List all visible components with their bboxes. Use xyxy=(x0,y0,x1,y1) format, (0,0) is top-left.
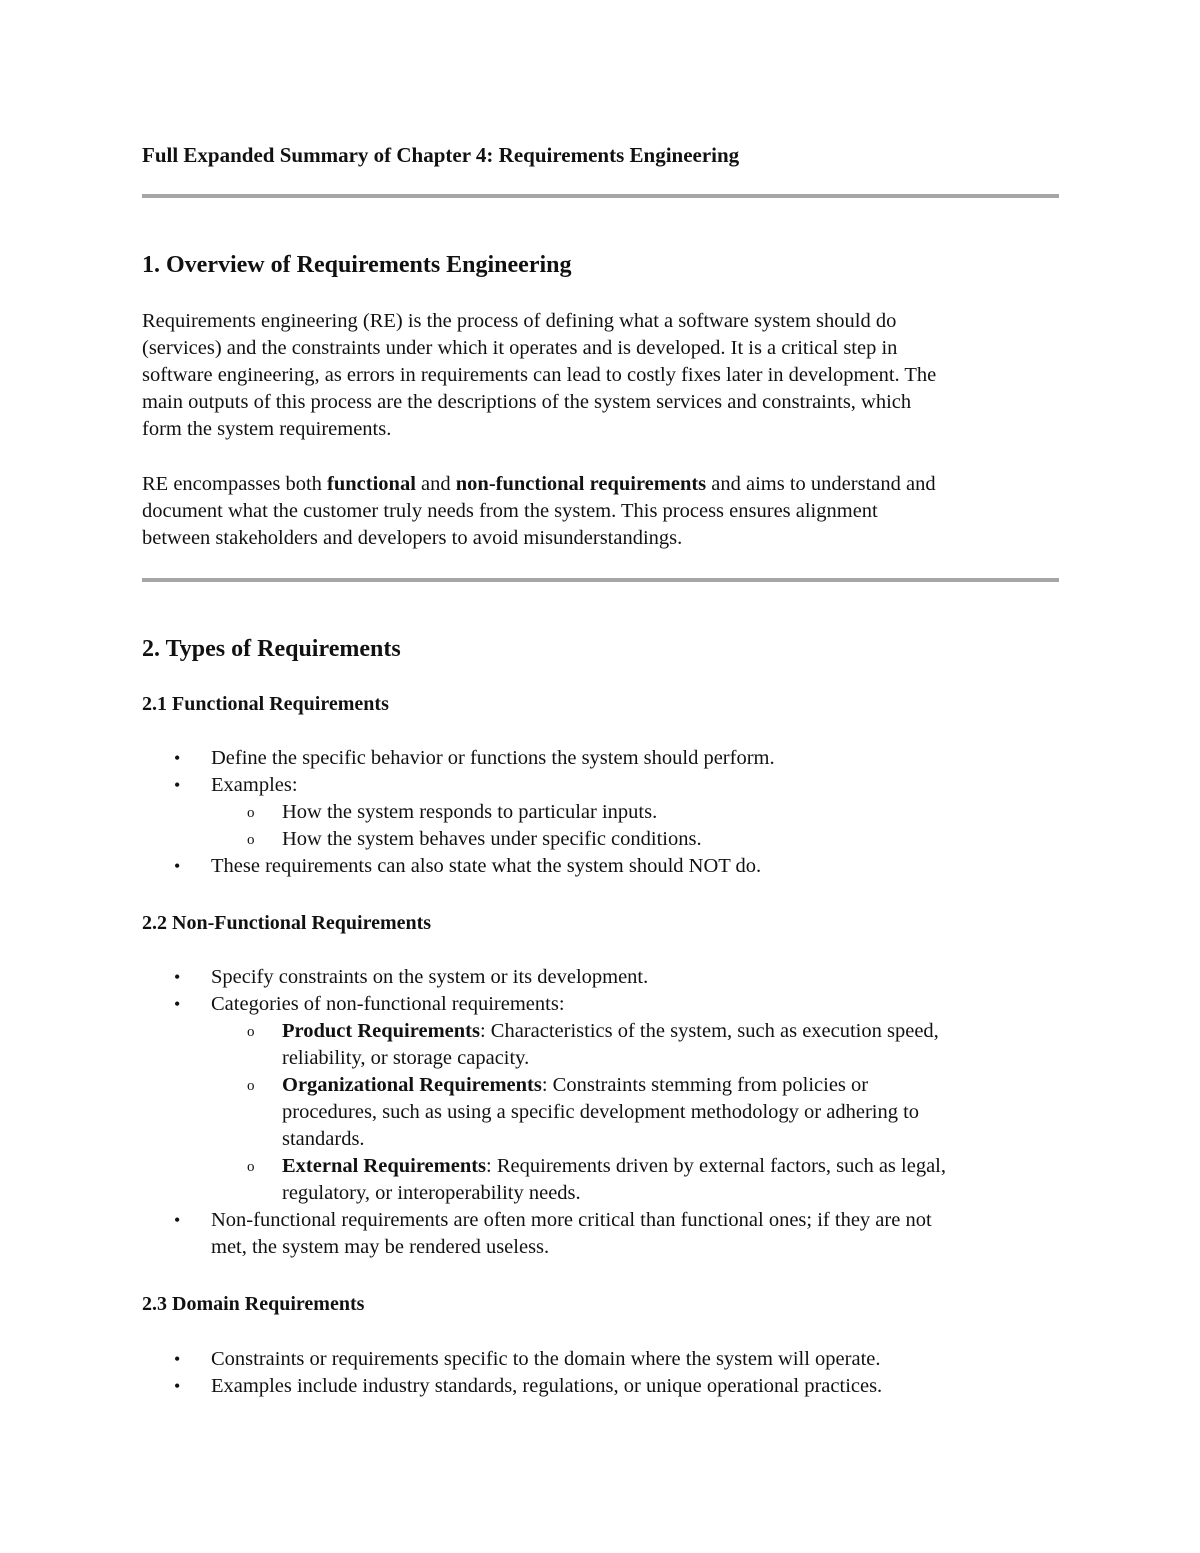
circle-bullet-icon: o xyxy=(247,1078,255,1094)
text-line: Requirements engineering (RE) is the process of defining what a software system should do xyxy=(142,310,897,332)
bold-term: External Requirements xyxy=(282,1155,487,1177)
sub-list-item xyxy=(142,1153,1060,1207)
text-run: : Constraints stemming from policies or xyxy=(541,1074,869,1096)
text-run: and xyxy=(415,473,456,495)
text-line: met, the system may be rendered useless. xyxy=(211,1236,550,1258)
section-heading-overview: 1. Overview of Requirements Engineering xyxy=(142,252,572,278)
text-line: main outputs of this process are the descriptions of the system services and constraints, which xyxy=(142,391,912,413)
list-item xyxy=(142,1346,1060,1373)
list-item xyxy=(142,853,1060,880)
list-item-text: Examples include industry standards, regulations, or unique operational practices. xyxy=(211,1375,883,1397)
text-line xyxy=(282,1018,1060,1045)
text-line: reliability, or storage capacity. xyxy=(282,1047,530,1069)
list-item-text: These requirements can also state what the system should NOT do. xyxy=(211,855,762,877)
text-line: standards. xyxy=(282,1128,365,1150)
bullet-icon: • xyxy=(174,1210,181,1230)
text-line xyxy=(282,1072,1060,1099)
text-run: : Characteristics of the system, such as execution speed, xyxy=(479,1020,939,1042)
circle-bullet-icon: o xyxy=(247,1024,255,1040)
horizontal-rule xyxy=(142,194,1059,198)
list-item xyxy=(142,772,1060,799)
circle-bullet-icon: o xyxy=(247,805,255,821)
subsection-heading-functional: 2.1 Functional Requirements xyxy=(142,693,389,715)
list-item-text: Categories of non-functional requirements: xyxy=(211,993,565,1015)
list-item xyxy=(142,1373,1060,1400)
text-line: form the system requirements. xyxy=(142,418,392,440)
bold-term: non-functional requirements xyxy=(455,473,707,495)
sub-list-item-text: How the system behaves under specific conditions. xyxy=(282,828,702,850)
subsection-heading-non-functional: 2.2 Non-Functional Requirements xyxy=(142,912,432,934)
sub-list-item xyxy=(142,799,1060,826)
bold-term: functional xyxy=(327,473,416,495)
sub-list-item xyxy=(142,1072,1060,1153)
text-line xyxy=(142,471,1060,498)
bullet-icon: • xyxy=(174,1376,181,1396)
domain-list xyxy=(142,1346,1060,1400)
non-functional-list xyxy=(142,964,1060,1261)
circle-bullet-icon: o xyxy=(247,1159,255,1175)
list-item-text: Specify constraints on the system or its development. xyxy=(211,966,649,988)
bold-term: Organizational Requirements xyxy=(282,1074,542,1096)
bullet-icon: • xyxy=(174,994,181,1014)
bullet-icon: • xyxy=(174,1349,181,1369)
subsection-heading-domain: 2.3 Domain Requirements xyxy=(142,1293,365,1315)
overview-paragraph-1 xyxy=(142,308,1060,443)
list-item xyxy=(142,1207,1060,1261)
bullet-icon: • xyxy=(174,775,181,795)
text-line: Non-functional requirements are often more critical than functional ones; if they are not xyxy=(211,1209,932,1231)
text-line: procedures, such as using a specific development methodology or adhering to xyxy=(282,1101,920,1123)
list-item xyxy=(142,745,1060,772)
bullet-icon: • xyxy=(174,856,181,876)
text-run: RE encompasses both xyxy=(142,473,328,495)
bold-term: Product Requirements xyxy=(282,1020,480,1042)
document-title: Full Expanded Summary of Chapter 4: Requirements Engineering xyxy=(142,143,740,167)
text-line: regulatory, or interoperability needs. xyxy=(282,1182,581,1204)
sub-list-item-text: How the system responds to particular inputs. xyxy=(282,801,658,823)
list-item-text: Define the specific behavior or functions the system should perform. xyxy=(211,747,775,769)
text-line: (services) and the constraints under which it operates and is developed. It is a critical step in xyxy=(142,337,898,359)
list-item-text: Constraints or requirements specific to the domain where the system will operate. xyxy=(211,1348,881,1370)
text-line: software engineering, as errors in requirements can lead to costly fixes later in development. The xyxy=(142,364,937,386)
section-heading-types: 2. Types of Requirements xyxy=(142,636,401,662)
overview-paragraph-2 xyxy=(142,471,1060,552)
circle-bullet-icon: o xyxy=(247,832,255,848)
bullet-icon: • xyxy=(174,748,181,768)
functional-list xyxy=(142,745,1060,880)
sub-list-item xyxy=(142,1018,1060,1072)
list-item xyxy=(142,991,1060,1018)
bullet-icon: • xyxy=(174,967,181,987)
text-line: document what the customer truly needs from the system. This process ensures alignment xyxy=(142,500,878,522)
list-item xyxy=(142,964,1060,991)
horizontal-rule xyxy=(142,578,1059,582)
text-run: : Requirements driven by external factors, such as legal, xyxy=(486,1155,946,1177)
text-line xyxy=(282,1153,1060,1180)
sub-list-item xyxy=(142,826,1060,853)
text-line: between stakeholders and developers to avoid misunderstandings. xyxy=(142,527,683,549)
text-run: and aims to understand and xyxy=(706,473,936,495)
list-item-text: Examples: xyxy=(211,774,298,796)
